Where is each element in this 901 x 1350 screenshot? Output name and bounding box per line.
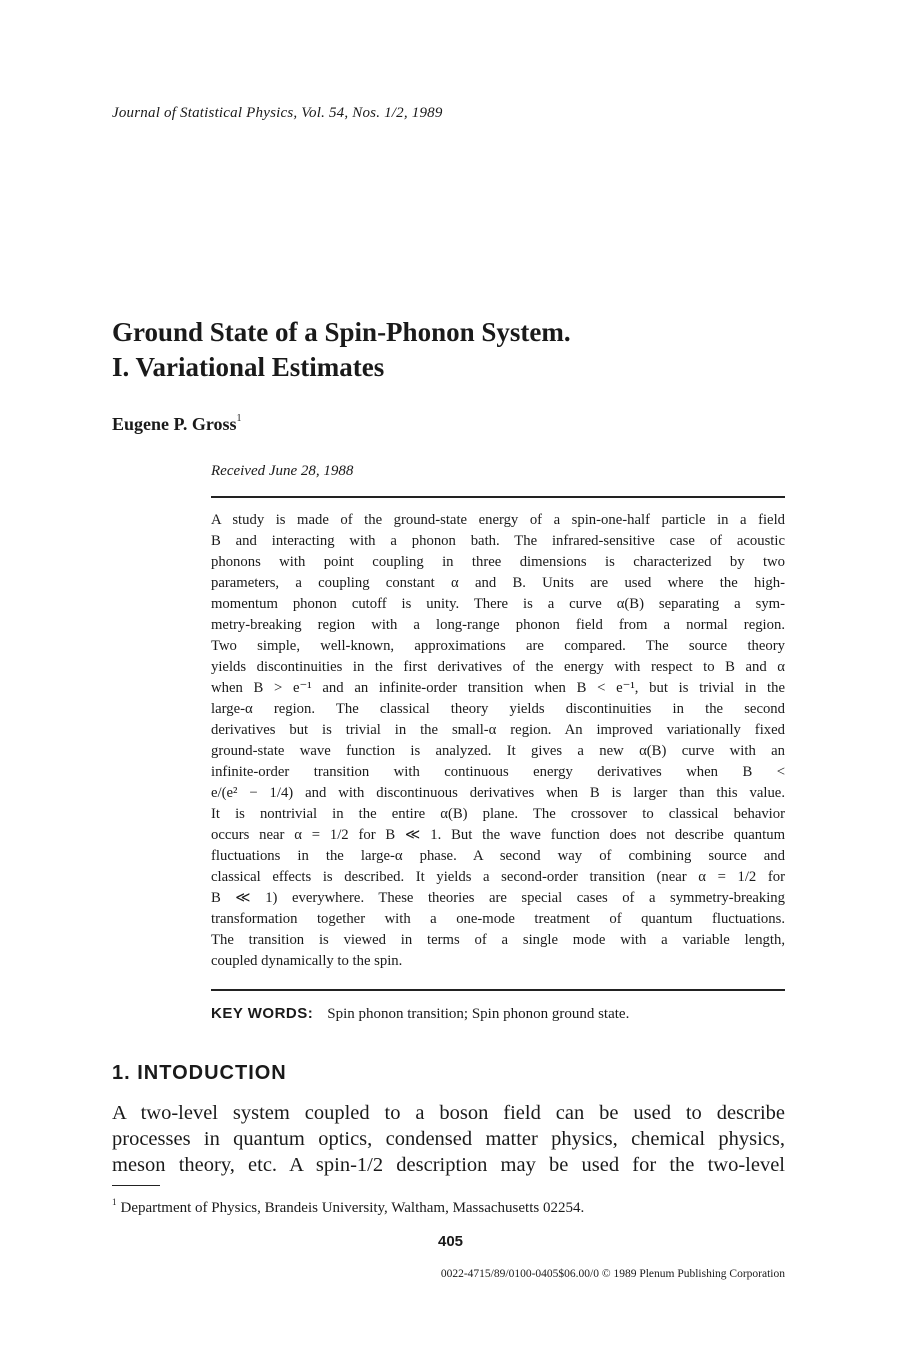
journal-citation: Journal of Statistical Physics, Vol. 54, Nos. 1/2, 1989 [112, 105, 443, 121]
abstract-bottom-rule [211, 989, 785, 991]
author-name: Eugene P. Gross [112, 414, 237, 434]
abstract-line: e/(e² − 1/4) and with discontinuous derivatives when B is larger than this value. [211, 785, 785, 801]
abstract-line: parameters, a coupling constant α and B. Units are used where the high- [211, 575, 785, 591]
abstract-line: infinite-order transition with continuous energy derivatives when B < [211, 764, 785, 780]
received-date: Received June 28, 1988 [211, 463, 354, 479]
paper-title [112, 315, 712, 385]
abstract-line: B ≪ 1) everywhere. These theories are special cases of a symmetry-breaking [211, 890, 785, 906]
abstract-line: The transition is viewed in terms of a single mode with a variable length, [211, 932, 785, 948]
intro-line: meson theory, etc. A spin-1/2 description may be used for the two-level [112, 1154, 785, 1176]
abstract-top-rule [211, 496, 785, 498]
keywords-text: Spin phonon transition; Spin phonon ground state. [327, 1006, 630, 1022]
abstract-line: classical effects is described. It yields a second-order transition (near α = 1/2 for [211, 869, 785, 885]
abstract-line: ground-state wave function is analyzed. It gives a new α(B) curve with an [211, 743, 785, 759]
keywords-label: KEY WORDS: [211, 1005, 314, 1022]
abstract-line: derivatives but is trivial in the small-α region. An improved variationally fixed [211, 722, 785, 738]
abstract-line: when B > e⁻¹ and an infinite-order transition when B < e⁻¹, but is trivial in the [211, 680, 785, 696]
abstract-line: Two simple, well-known, approximations are compared. The source theory [211, 638, 785, 654]
intro-paragraph [112, 1100, 785, 1178]
footnote [112, 1198, 584, 1217]
abstract-line: transformation together with a one-mode treatment of quantum fluctuations. [211, 911, 785, 927]
abstract-line: phonons with point coupling in three dimensions is characterized by two [211, 554, 785, 570]
abstract-line: yields discontinuities in the first derivatives of the energy with respect to B and α [211, 659, 785, 675]
title-line-2: I. Variational Estimates [112, 352, 385, 382]
abstract-line: B and interacting with a phonon bath. The infrared-sensitive case of acoustic [211, 533, 785, 549]
author-footnote-marker: 1 [236, 413, 242, 424]
abstract-line: fluctuations in the large-α phase. A second way of combining source and [211, 848, 785, 864]
author [112, 414, 242, 435]
abstract-line: It is nontrivial in the entire α(B) plane. The crossover to classical behavior [211, 806, 785, 822]
copyright-line: 0022-4715/89/0100-0405$06.00/0 © 1989 Plenum Publishing Corporation [440, 1268, 785, 1280]
footnote-rule [112, 1185, 160, 1186]
footnote-text: Department of Physics, Brandeis University, Waltham, Massachusetts 02254. [120, 1200, 585, 1216]
abstract-line: A study is made of the ground-state energy of a spin-one-half particle in a field [211, 512, 785, 528]
intro-line: processes in quantum optics, condensed matter physics, chemical physics, [112, 1128, 785, 1150]
intro-line: A two-level system coupled to a boson field can be used to describe [112, 1102, 785, 1124]
keywords [211, 1005, 629, 1023]
abstract [211, 510, 785, 972]
section-heading: 1. INTODUCTION [112, 1062, 287, 1084]
abstract-line: large-α region. The classical theory yields discontinuities in the second [211, 701, 785, 717]
abstract-line: metry-breaking region with a long-range phonon field from a normal region. [211, 617, 785, 633]
abstract-line: momentum phonon cutoff is unity. There is a curve α(B) separating a sym- [211, 596, 785, 612]
abstract-line: occurs near α = 1/2 for B ≪ 1. But the wave function does not describe quantum [211, 827, 785, 843]
abstract-line: coupled dynamically to the spin. [211, 953, 403, 969]
footnote-marker: 1 [112, 1197, 117, 1207]
page-number: 405 [437, 1233, 464, 1250]
title-line-1: Ground State of a Spin-Phonon System. [112, 317, 571, 347]
